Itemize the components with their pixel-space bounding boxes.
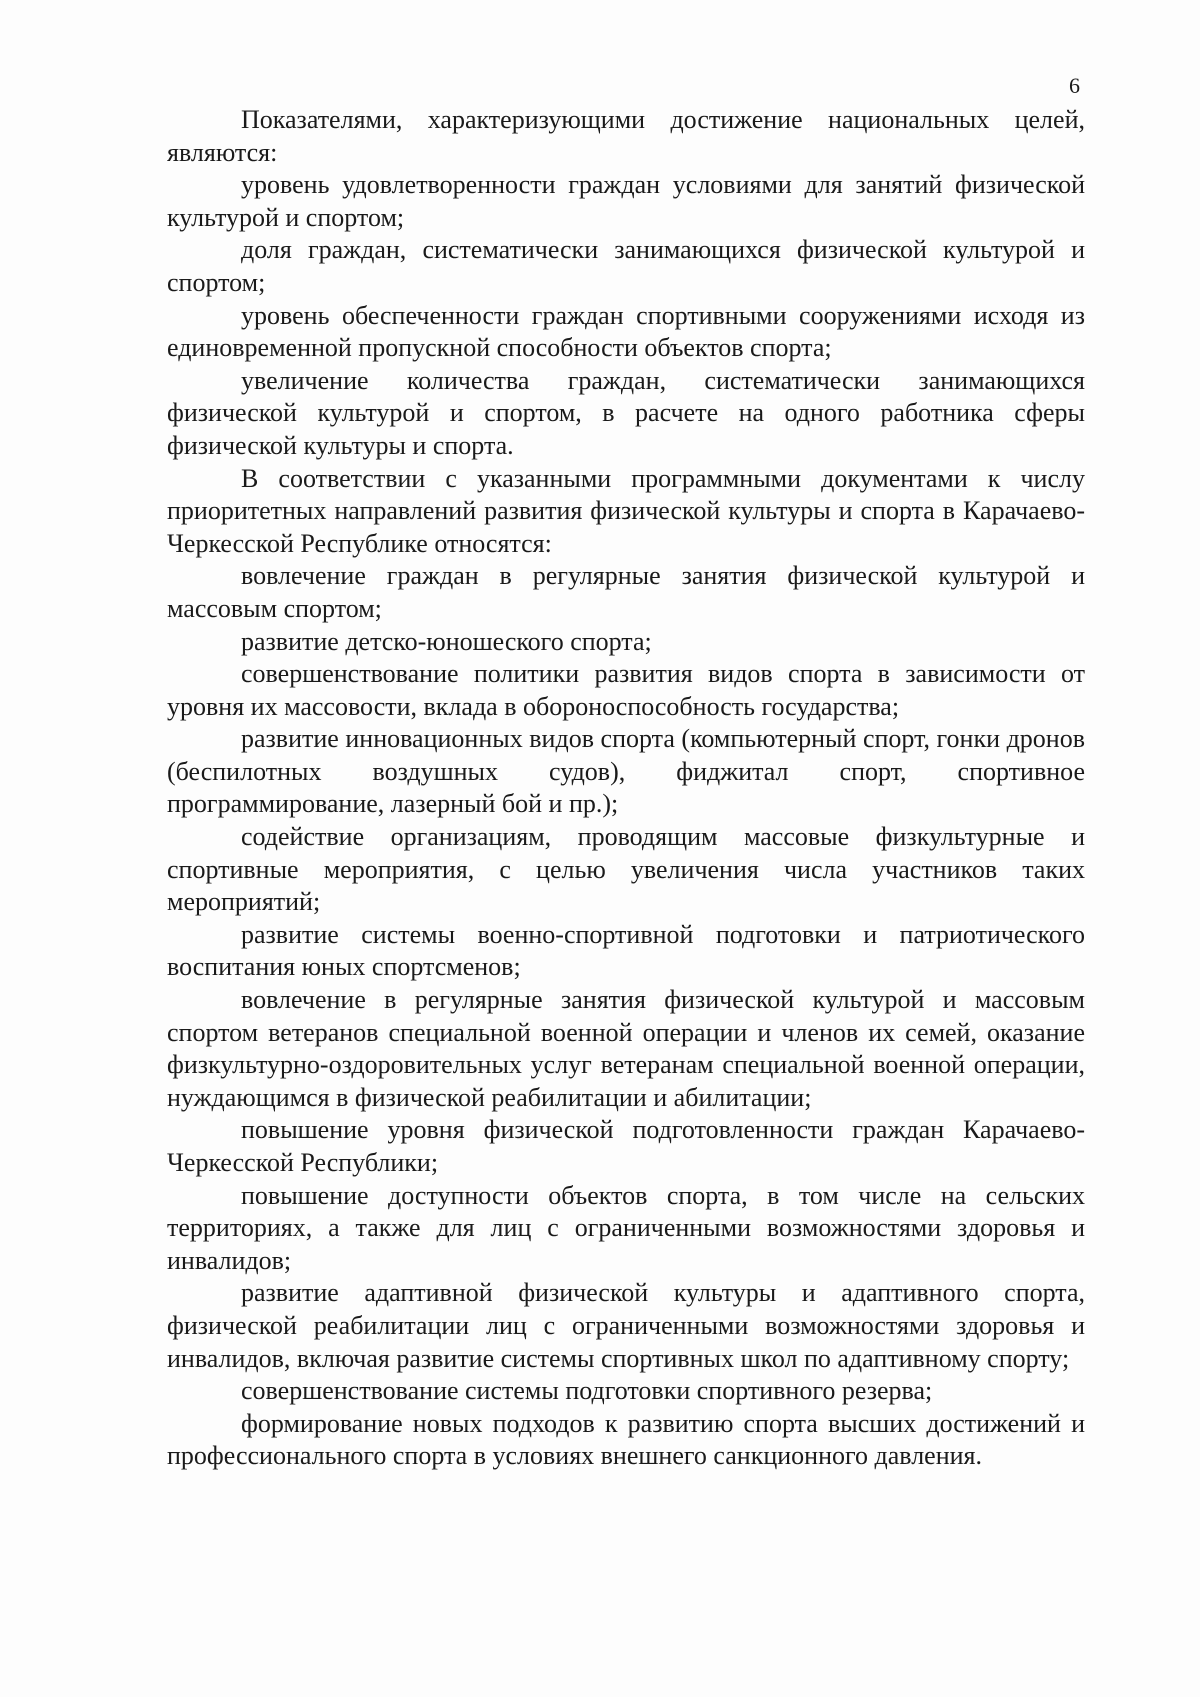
paragraph-organizations-support: содействие организациям, проводящим массовые физкультурные и спортивные мероприятия, с целью увеличения числа участников таких мероприятий; (167, 822, 1085, 917)
paragraph-citizens-per-worker: увеличение количества граждан, систематически занимающихся физической культурой и спортом, в расчете на одного работника сферы физической культуры и спорта. (167, 365, 1085, 460)
paragraph-citizens-share: доля граждан, систематически занимающихся физической культурой и спортом; (167, 235, 1085, 297)
paragraph-sports-reserve: совершенствование системы подготовки спортивного резерва; (241, 1376, 933, 1406)
paragraph-indicators-intro: Показателями, характеризующими достижение национальных целей, являются: (167, 105, 1085, 167)
paragraph-regular-involvement: вовлечение граждан в регулярные занятия физической культурой и массовым спортом; (167, 561, 1085, 623)
paragraph-adaptive-sport: развитие адаптивной физической культуры и адаптивного спорта, физической реабилитации лиц с ограниченными возможностями здоровья и инвалидов, включая развитие системы спортивных школ по адаптивному спорту; (167, 1278, 1085, 1373)
paragraph-facilities-provision: уровень обеспеченности граждан спортивными сооружениями исходя из единовременной пропускной способности объектов спорта; (167, 300, 1085, 363)
paragraph-innovative-sports: развитие инновационных видов спорта (компьютерный спорт, гонки дронов (беспилотных воздушных судов), фиджитал спорт, спортивное программирование, лазерный бой и пр.); (167, 724, 1085, 819)
page-number: 6 (1069, 73, 1080, 98)
paragraph-sport-policy: совершенствование политики развития видов спорта в зависимости от уровня их массовости, вклада в обороноспособность государства; (167, 659, 1085, 721)
paragraph-high-achievement-sport: формирование новых подходов к развитию спорта высших достижений и профессионального спорта в условиях внешнего санкционного давления. (167, 1408, 1085, 1471)
document-body (167, 104, 1085, 1473)
paragraph-veterans-involvement: вовлечение в регулярные занятия физической культурой и массовым спортом ветеранов специальной военной операции и членов их семей, оказание физкультурно-оздоровительных услуг ветеранам специальной военной операции, нуждающимся в физической реабилитации и абилитации; (167, 985, 1085, 1112)
paragraph-physical-fitness: повышение уровня физической подготовленности граждан Карачаево-Черкесской Республики; (167, 1115, 1085, 1177)
paragraph-priority-directions-intro: В соответствии с указанными программными документами к числу приоритетных направлений развития физической культуры и спорта в Карачаево-Черкесской Республике относятся: (167, 463, 1085, 558)
paragraph-facilities-accessibility: повышение доступности объектов спорта, в том числе на сельских территориях, а также для лиц с ограниченными возможностями здоровья и инвалидов; (167, 1180, 1085, 1275)
paragraph-youth-sport: развитие детско-юношеского спорта; (241, 626, 652, 656)
paragraph-military-sport-training: развитие системы военно-спортивной подготовки и патриотического воспитания юных спортсменов; (167, 919, 1085, 982)
paragraph-satisfaction-level: уровень удовлетворенности граждан условиями для занятий физической культурой и спортом; (167, 170, 1085, 232)
